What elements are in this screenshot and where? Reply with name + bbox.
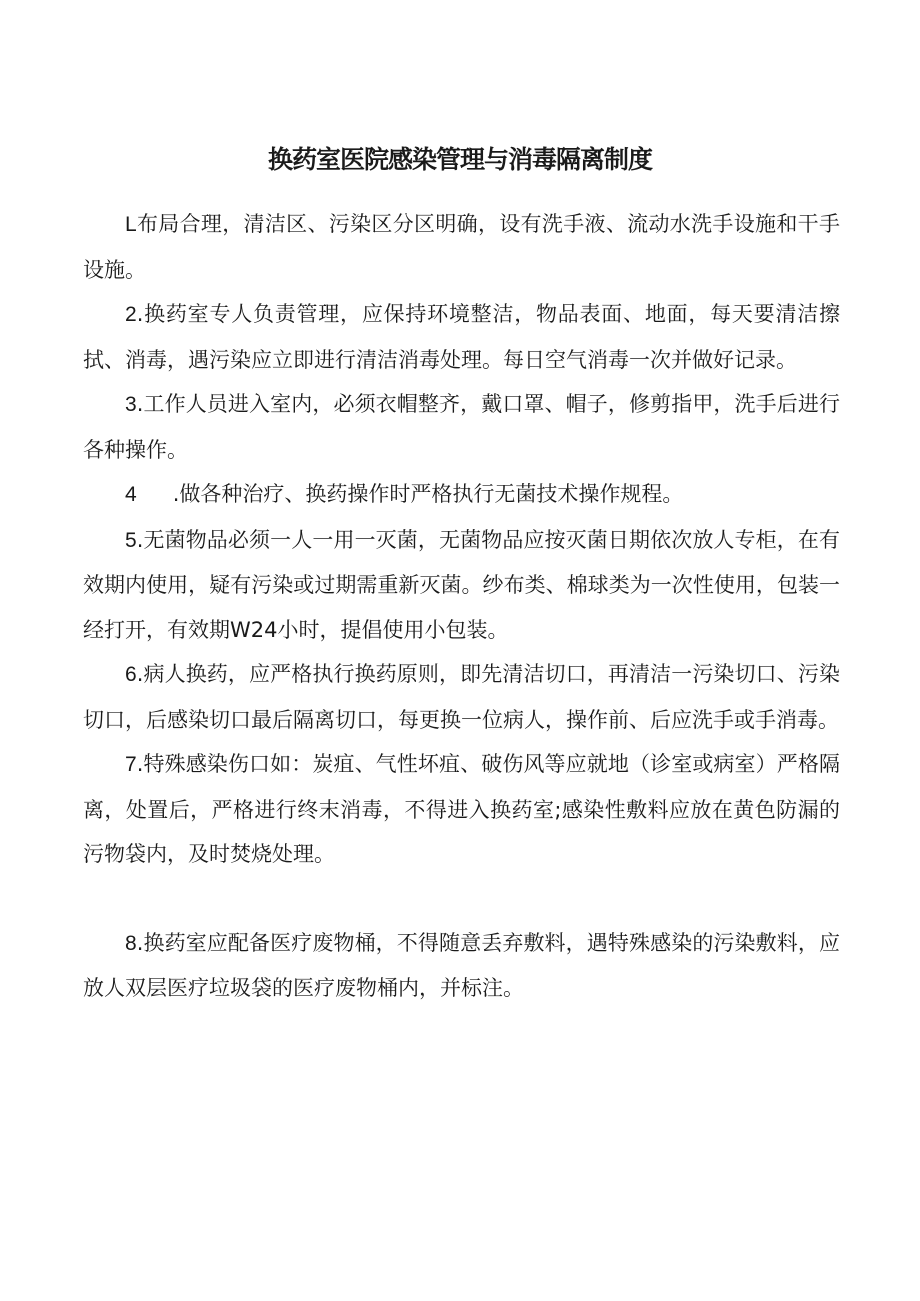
rule-item-1 — [83, 202, 840, 292]
rule-number: 7 — [125, 753, 137, 776]
rule-number: 8 — [125, 931, 137, 955]
rule-item-2 — [83, 292, 840, 382]
rule-item-8 — [83, 921, 840, 1011]
rule-text: .换药室应配备医疗废物桶，不得随意丢弃敷料，遇特殊感染的污染敷料，应放人双层医疗垃圾袋的医疗废物桶内，并标注。 — [83, 930, 840, 1000]
document-body — [83, 202, 840, 1011]
rule-item-3 — [83, 382, 840, 472]
rule-number: 6 — [125, 663, 137, 686]
rule-text: 布局合理，清洁区、污染区分区明确，设有洗手液、流动水洗手设施和干手设施。 — [83, 212, 840, 282]
rule-number: 2 — [125, 303, 137, 326]
rule-text: .换药室专人负责管理，应保持环境整洁，物品表面、地面，每天要清洁擦拭、消毒，遇污染应立即进行清洁消毒处理。每日空气消毒一次并做好记录。 — [83, 302, 840, 372]
document-title: 换药室医院感染管理与消毒隔离制度 — [267, 145, 652, 174]
rule-text: .工作人员进入室内，必须衣帽整齐，戴口罩、帽子，修剪指甲，洗手后进行各种操作。 — [83, 392, 840, 462]
rule-number: L — [125, 213, 137, 236]
rule-number: 3 — [125, 393, 137, 416]
rule-item-5 — [83, 518, 840, 653]
rule-text: .做各种治疗、换药操作时严格执行无菌技术操作规程。 — [172, 482, 684, 506]
rule-item-4 — [83, 472, 840, 518]
rule-number: 4 — [125, 483, 137, 506]
rule-item-6 — [83, 652, 840, 742]
rule-text: .无菌物品必须一人一用一灭菌，无菌物品应按灭菌日期依次放人专柜，在有效期内使用，疑有污染或过期需重新灭菌。纱布类、棉球类为一次性使用，包装一经打开，有效期W24小时，提倡使用小包装。 — [83, 527, 840, 642]
rule-text: .特殊感染伤口如：炭疽、气性坏疽、破伤风等应就地（诊室或病室）严格隔离，处置后，严格进行终末消毒，不得进入换药室;感染性敷料应放在黄色防漏的污物袋内，及时焚烧处理。 — [83, 752, 840, 866]
rule-number: 5 — [125, 528, 137, 552]
rule-item-7 — [83, 742, 840, 877]
rule-text: .病人换药，应严格执行换药原则，即先清洁切口，再清洁一污染切口、污染切口，后感染切口最后隔离切口，每更换一位病人，操作前、后应洗手或手消毒。 — [83, 662, 840, 732]
